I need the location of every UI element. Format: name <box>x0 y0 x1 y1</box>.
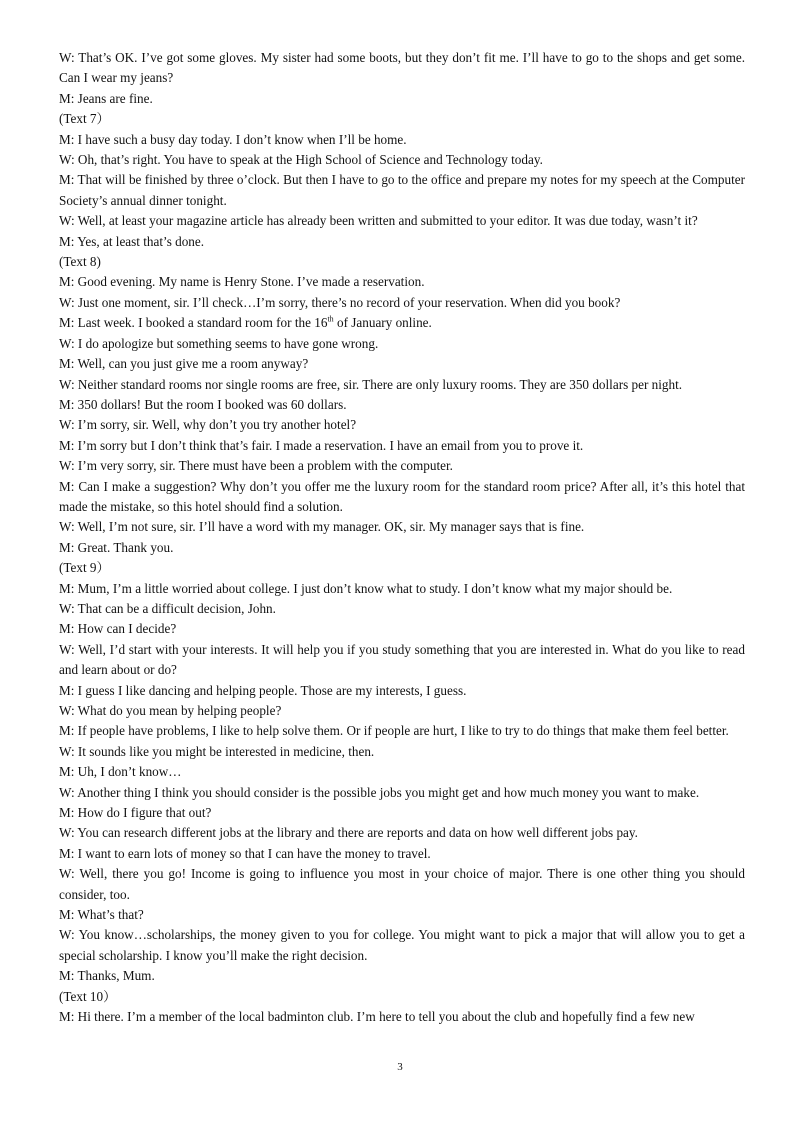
dialogue-line: M: I have such a busy day today. I don’t know when I’ll be home. <box>59 131 407 147</box>
dialogue-line: M: Good evening. My name is Henry Stone. I’ve made a reservation. <box>59 274 425 290</box>
dialogue-line: W: What do you mean by helping people? <box>59 703 282 718</box>
dialogue-line: M: I’m sorry but I don’t think that’s fair. I made a reservation. I have an email from you to prove it. <box>59 437 584 453</box>
dialogue-line: M: Can I make a suggestion? Why don’t you offer me the luxury room for the standard room price? After all, it’s this hotel that made the mistake, so this hotel should find a solution. <box>59 478 745 514</box>
dialogue-line: W: Oh, that’s right. You have to speak at the High School of Science and Technology today. <box>59 152 543 168</box>
dialogue-line: M: Great. Thank you. <box>59 539 174 555</box>
dialogue-line: M: Jeans are fine. <box>59 90 153 106</box>
transcript-body <box>59 48 745 1028</box>
page-number: 3 <box>397 1061 403 1073</box>
dialogue-line: W: I’m very sorry, sir. There must have been a problem with the computer. <box>59 458 453 474</box>
dialogue-line: M: How do I figure that out? <box>59 805 212 821</box>
dialogue-line: M: How can I decide? <box>59 621 177 637</box>
ordinal-suffix: th <box>327 314 334 324</box>
dialogue-text: of January online. <box>333 315 432 331</box>
dialogue-line: M: What’s that? <box>59 907 144 923</box>
dialogue-line: M: Uh, I don’t know… <box>59 764 182 780</box>
section-heading: (Text 8) <box>59 254 101 270</box>
dialogue-text: M: Last week. I booked a standard room for the 16 <box>59 315 328 331</box>
dialogue-line: W: I do apologize but something seems to have gone wrong. <box>59 335 379 351</box>
dialogue-line: W: You can research different jobs at the library and there are reports and data on how well different jobs pay. <box>59 825 638 841</box>
dialogue-line: W: Well, I’m not sure, sir. I’ll have a word with my manager. OK, sir. My manager says that is fine. <box>59 519 585 535</box>
dialogue-line: W: It sounds like you might be interested in medicine, then. <box>59 743 375 759</box>
dialogue-line: M: Hi there. I’m a member of the local badminton club. I’m here to tell you about the club and hopefully find a few new <box>59 1009 695 1025</box>
dialogue-line: M: I want to earn lots of money so that I can have the money to travel. <box>59 845 431 861</box>
section-heading: (Text 7） <box>59 111 110 127</box>
dialogue-line: M: Mum, I’m a little worried about college. I just don’t know what to study. I don’t know what my major should be. <box>59 580 673 596</box>
dialogue-line: M: If people have problems, I like to help solve them. Or if people are hurt, I like to try to do things that make them feel better. <box>59 723 729 739</box>
dialogue-line: W: Well, I’d start with your interests. It will help you if you study something that you are interested in. What do you like to read and learn about or do? <box>59 641 745 678</box>
section-heading: (Text 9） <box>59 560 110 576</box>
dialogue-line: W: Neither standard rooms nor single rooms are free, sir. There are only luxury rooms. They are 350 dollars per night. <box>59 376 683 392</box>
dialogue-line: W: That’s OK. I’ve got some gloves. My sister had some boots, but they don’t fit me. I’ll have to go to the shops and get some. Can I wear my jeans? <box>59 50 745 86</box>
section-heading: (Text 10） <box>59 988 117 1004</box>
dialogue-line: M: Thanks, Mum. <box>59 968 155 984</box>
dialogue-line: W: Well, at least your magazine article has already been written and submitted to your editor. It was due today, wasn’t it? <box>59 213 698 229</box>
dialogue-line: W: Just one moment, sir. I’ll check…I’m sorry, there’s no record of your reservation. When did you book? <box>59 294 621 310</box>
dialogue-line: M: Yes, at least that’s done. <box>59 233 205 249</box>
dialogue-line: W: I’m sorry, sir. Well, why don’t you try another hotel? <box>59 417 357 433</box>
dialogue-line: M: That will be finished by three o’clock. But then I have to go to the office and prepare my notes for my speech at the Computer Society’s annual dinner tonight. <box>59 172 745 208</box>
dialogue-line: W: That can be a difficult decision, John. <box>59 600 276 616</box>
dialogue-line: W: Well, there you go! Income is going to influence you most in your choice of major. There is one other thing you should consider, too. <box>59 866 745 902</box>
dialogue-line: W: Another thing I think you should consider is the possible jobs you might get and how much money you want to make. <box>59 784 700 800</box>
dialogue-line: M: I guess I like dancing and helping people. Those are my interests, I guess. <box>59 682 467 698</box>
dialogue-line <box>59 313 745 333</box>
dialogue-line: W: You know…scholarships, the money given to you for college. You might want to pick a major that will allow you to get a special scholarship. I know you’ll make the right decision. <box>59 927 745 963</box>
dialogue-line: M: Well, can you just give me a room anyway? <box>59 356 309 372</box>
dialogue-line: M: 350 dollars! But the room I booked was 60 dollars. <box>59 396 347 412</box>
